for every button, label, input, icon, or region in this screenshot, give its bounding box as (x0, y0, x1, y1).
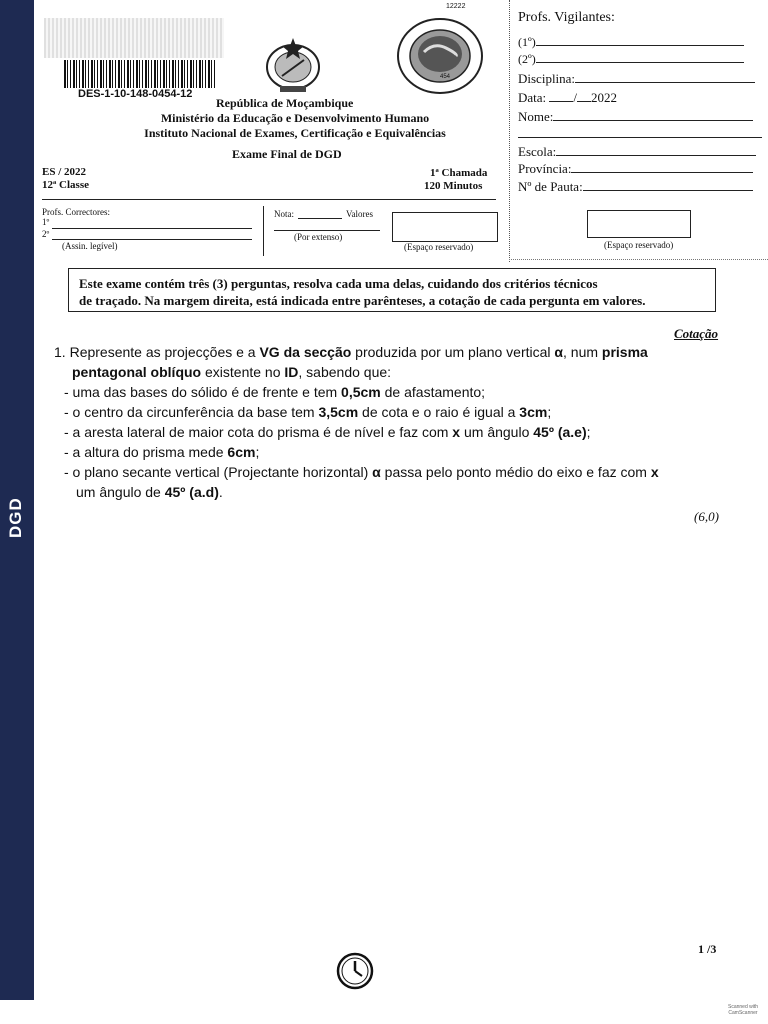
q-bold: 3cm (519, 404, 548, 420)
q-text: - o centro da circunferência da base tem (64, 404, 319, 420)
q-text: . (218, 484, 223, 500)
date-separator: / (573, 90, 578, 105)
institution-header (120, 96, 470, 141)
q-text: - a altura do prisma mede (64, 444, 228, 460)
institute-line: Instituto Nacional de Exames, Certificação e Equivalências (144, 126, 446, 140)
pauta-line (583, 178, 753, 191)
question-1 (54, 342, 734, 502)
signature-note: (Assin. legível) (62, 241, 118, 251)
question-line-2 (54, 362, 734, 382)
corrector-1-label: 1º (42, 217, 50, 227)
blurred-barcode (44, 18, 224, 58)
serial-number: 12222 (446, 3, 466, 10)
exam-duration: 120 Minutos (424, 180, 483, 192)
date-year: 2022 (591, 90, 618, 105)
q-text: , num (563, 344, 602, 360)
subject-side-label: DGD (6, 497, 25, 538)
q-text: ; (547, 404, 552, 420)
question-number: 1. (54, 344, 66, 360)
condition-1 (54, 382, 734, 402)
cut-line-horizontal (509, 259, 768, 260)
q-text: um ângulo de (76, 484, 165, 500)
q-text: - o plano secante vertical (Projectante horizontal) (64, 464, 373, 480)
discipline-label: Disciplina: (518, 71, 576, 86)
q-text: Represente as projecções e a (69, 344, 260, 360)
corrector-2-label: 2º (42, 229, 50, 239)
date-month-line (577, 89, 591, 102)
vigilante-2-label: (2º) (518, 52, 536, 66)
vigilante-2-line (536, 50, 744, 63)
q-bold: 45º (a.d) (164, 484, 219, 500)
q-bold: VG da secção (259, 344, 352, 360)
cotacao-heading: Cotação (674, 326, 719, 341)
grade-in-words-note: (Por extenso) (294, 232, 343, 242)
barcode (64, 60, 216, 88)
grade-units: Valores (346, 209, 373, 219)
instructions-box (68, 268, 716, 312)
correctors-divider (263, 206, 264, 256)
question-score: (6,0) (694, 509, 719, 524)
vigilantes-label: Profs. Vigilantes: (518, 10, 615, 25)
q-bold: 0,5cm (341, 384, 381, 400)
pauta-field (518, 178, 753, 195)
date-field (518, 89, 617, 106)
corrector-2-line (52, 239, 252, 240)
school-line (556, 143, 756, 156)
coat-of-arms-icon (262, 36, 324, 94)
corrector-1-line (52, 228, 252, 229)
q-bold: 45º (a.e) (533, 424, 587, 440)
name-line-2 (518, 137, 762, 138)
condition-4 (54, 442, 734, 462)
discipline-line (575, 70, 755, 83)
name-field (518, 108, 753, 125)
q-text: ; (255, 444, 260, 460)
q-bold: 3,5cm (318, 404, 359, 420)
q-text: - uma das bases do sólido é de frente e tem (64, 384, 342, 400)
q-bold: α (372, 464, 381, 480)
q-bold: ID (284, 364, 299, 380)
condition-5 (54, 462, 734, 482)
q-text: de afastamento; (380, 384, 486, 400)
pauta-label: Nº de Pauta: (518, 179, 583, 194)
condition-2 (54, 402, 734, 422)
republic-line: República de Moçambique (216, 96, 354, 110)
q-text: , sabendo que: (298, 364, 392, 380)
grade-line (298, 218, 342, 219)
reserved-box-right (587, 210, 691, 238)
vigilante-1-label: (1º) (518, 35, 536, 49)
ministry-line: Ministério da Educação e Desenvolvimento Humano (160, 111, 430, 125)
date-day-line (549, 89, 573, 102)
q-bold: 6cm (227, 444, 256, 460)
exam-call: 1ª Chamada (430, 167, 488, 179)
q-bold: α (554, 344, 564, 360)
exam-grade: 12ª Classe (42, 179, 89, 191)
discipline-field (518, 70, 755, 87)
reserved-note-right: (Espaço reservado) (604, 240, 674, 250)
grade-label: Nota: (274, 209, 294, 219)
cut-line-vertical (509, 0, 510, 262)
question-line-1 (54, 342, 734, 362)
grade-words-line (274, 230, 380, 231)
scanner-watermark: Scanned with CamScanner (727, 1004, 759, 1016)
date-label: Data: (518, 90, 547, 105)
exam-level: ES / 2022 (42, 166, 87, 178)
q-bold: pentagonal oblíquo (72, 364, 202, 380)
q-text: ; (586, 424, 591, 440)
q-text: passa pelo ponto médio do eixo e faz com (380, 464, 651, 480)
condition-3 (54, 422, 734, 442)
school-label: Escola: (518, 144, 557, 159)
q-bold: prisma (601, 344, 648, 360)
q-text: produzida por um plano vertical (351, 344, 555, 360)
clock-icon (336, 952, 374, 990)
vigilante-2-field (518, 50, 744, 67)
province-label: Província: (518, 161, 572, 176)
q-text: - a aresta lateral de maior cota do prisma é de nível e faz com (64, 424, 453, 440)
reserved-box-left (392, 212, 498, 242)
q-text: um ângulo (460, 424, 534, 440)
header-divider (42, 199, 496, 200)
environment-seal-icon (394, 16, 486, 96)
q-text: de cota e o raio é igual a (358, 404, 520, 420)
seal-number: 454 (440, 74, 451, 80)
condition-5-cont (54, 482, 734, 502)
name-label: Nome: (518, 109, 554, 124)
vigilante-1-line (536, 33, 744, 46)
school-field (518, 143, 756, 160)
instructions-line-2: de traçado. Na margem direita, está indicada entre parênteses, a cotação de cada pergunta em valores. (79, 293, 646, 308)
q-text: existente no (201, 364, 285, 380)
exam-title: Exame Final de DGD (232, 147, 342, 161)
q-bold: x (650, 464, 659, 480)
q-bold: x (452, 424, 461, 440)
document-code: DES-1-10-148-0454-12 (78, 88, 193, 100)
correctors-label: Profs. Correctores: (42, 207, 110, 217)
instructions-line-1: Este exame contém três (3) perguntas, resolva cada uma delas, cuidando dos critérios técnicos (79, 276, 598, 291)
vigilante-1-field (518, 33, 744, 50)
province-field (518, 160, 753, 177)
reserved-note-left: (Espaço reservado) (404, 242, 474, 252)
province-line (571, 160, 753, 173)
name-line (553, 108, 753, 121)
page-number: 1 /3 (698, 942, 717, 956)
